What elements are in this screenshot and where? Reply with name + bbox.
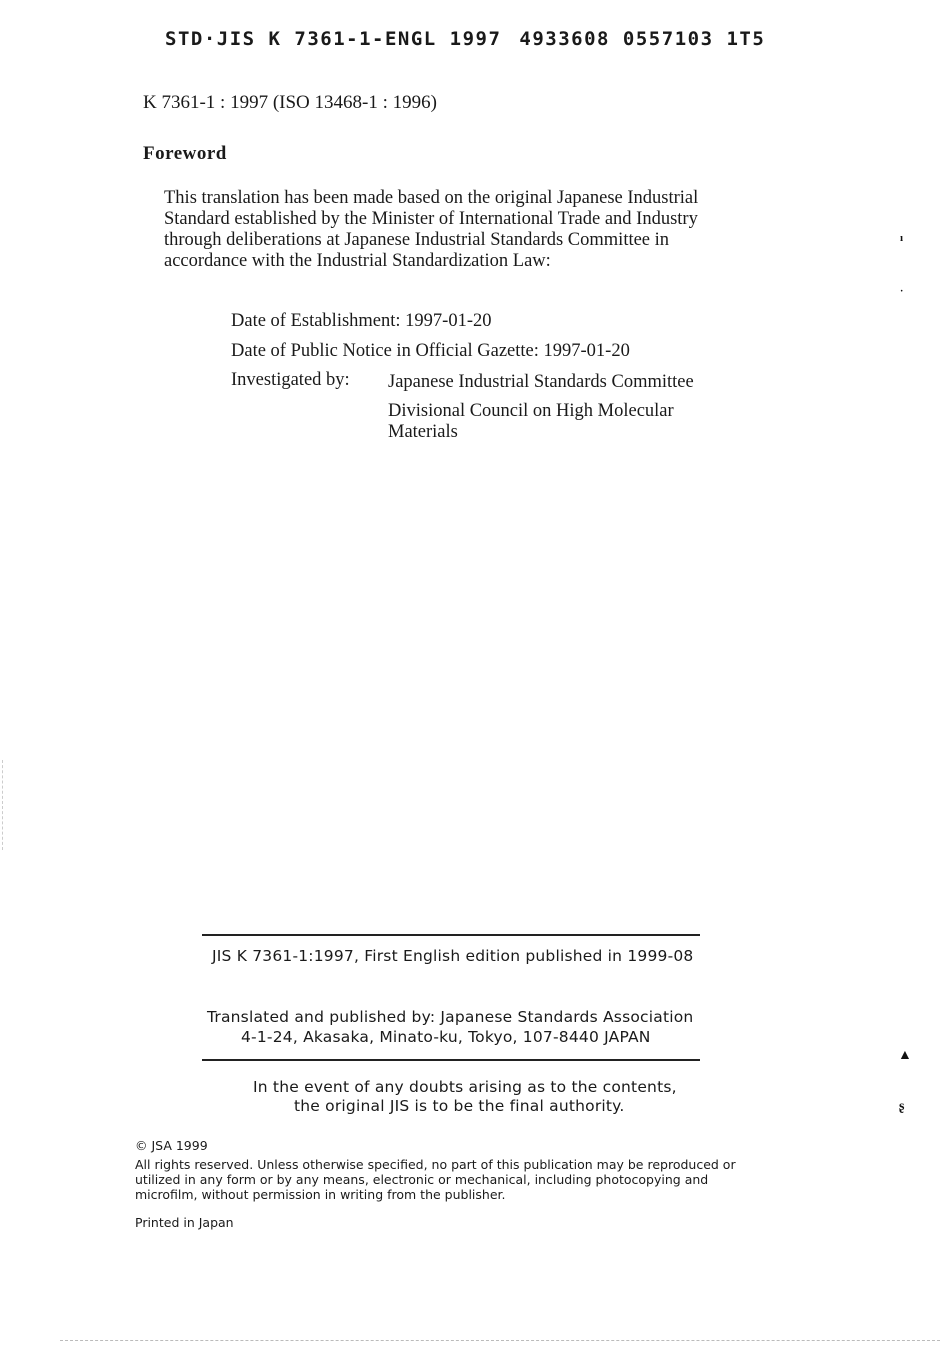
rights-line: All rights reserved. Unless otherwise specified, no part of this publication may be reproduced or bbox=[135, 1157, 736, 1172]
council-line: Divisional Council on High Molecular bbox=[388, 401, 674, 421]
foreword-intro bbox=[164, 188, 784, 272]
scan-speck: ▲ bbox=[898, 1048, 912, 1063]
authority-note-line: In the event of any doubts arising as to the contents, bbox=[253, 1078, 677, 1096]
divisional-council bbox=[388, 401, 674, 443]
printed-in: Printed in Japan bbox=[135, 1215, 234, 1230]
investigating-committee: Japanese Industrial Standards Committee bbox=[388, 372, 694, 392]
scan-edge bbox=[2, 760, 3, 850]
council-line: Materials bbox=[388, 422, 458, 442]
rights-line: utilized in any form or by any means, electronic or mechanical, including photocopying and bbox=[135, 1172, 709, 1187]
standard-header-part2: 4933608 0557103 1T5 bbox=[519, 28, 766, 50]
scan-speck: ʂ bbox=[899, 1099, 905, 1114]
intro-line: This translation has been made based on the original Japanese Industrial bbox=[164, 188, 699, 208]
rights-statement bbox=[135, 1157, 775, 1202]
authority-note-line: the original JIS is to be the final authority. bbox=[294, 1097, 625, 1115]
divider bbox=[202, 1059, 700, 1061]
scan-speck: · bbox=[900, 286, 904, 297]
rights-line: microfilm, without permission in writing from the publisher. bbox=[135, 1187, 506, 1202]
intro-line: accordance with the Industrial Standardization Law: bbox=[164, 251, 551, 271]
copyright-notice: © JSA 1999 bbox=[135, 1138, 208, 1153]
scan-edge bbox=[60, 1340, 940, 1341]
scan-speck: ı bbox=[900, 232, 904, 244]
standard-header-code bbox=[165, 28, 765, 50]
intro-line: Standard established by the Minister of International Trade and Industry bbox=[164, 209, 698, 229]
standard-header-part1: STD·JIS K 7361-1-ENGL 1997 bbox=[165, 28, 502, 50]
document-code: K 7361-1 : 1997 (ISO 13468-1 : 1996) bbox=[143, 92, 437, 113]
intro-line: through deliberations at Japanese Industrial Standards Committee in bbox=[164, 230, 670, 250]
date-of-establishment: Date of Establishment: 1997-01-20 bbox=[231, 311, 492, 331]
foreword-heading: Foreword bbox=[143, 143, 227, 164]
publisher-line: Translated and published by: Japanese Standards Association bbox=[207, 1008, 694, 1026]
divider bbox=[202, 934, 700, 936]
publisher-address: 4-1-24, Akasaka, Minato-ku, Tokyo, 107-8440 JAPAN bbox=[241, 1028, 651, 1046]
investigated-by-label: Investigated by: bbox=[231, 370, 350, 390]
edition-note: JIS K 7361-1:1997, First English edition published in 1999-08 bbox=[212, 947, 694, 965]
date-of-public-notice: Date of Public Notice in Official Gazette: 1997-01-20 bbox=[231, 341, 630, 361]
